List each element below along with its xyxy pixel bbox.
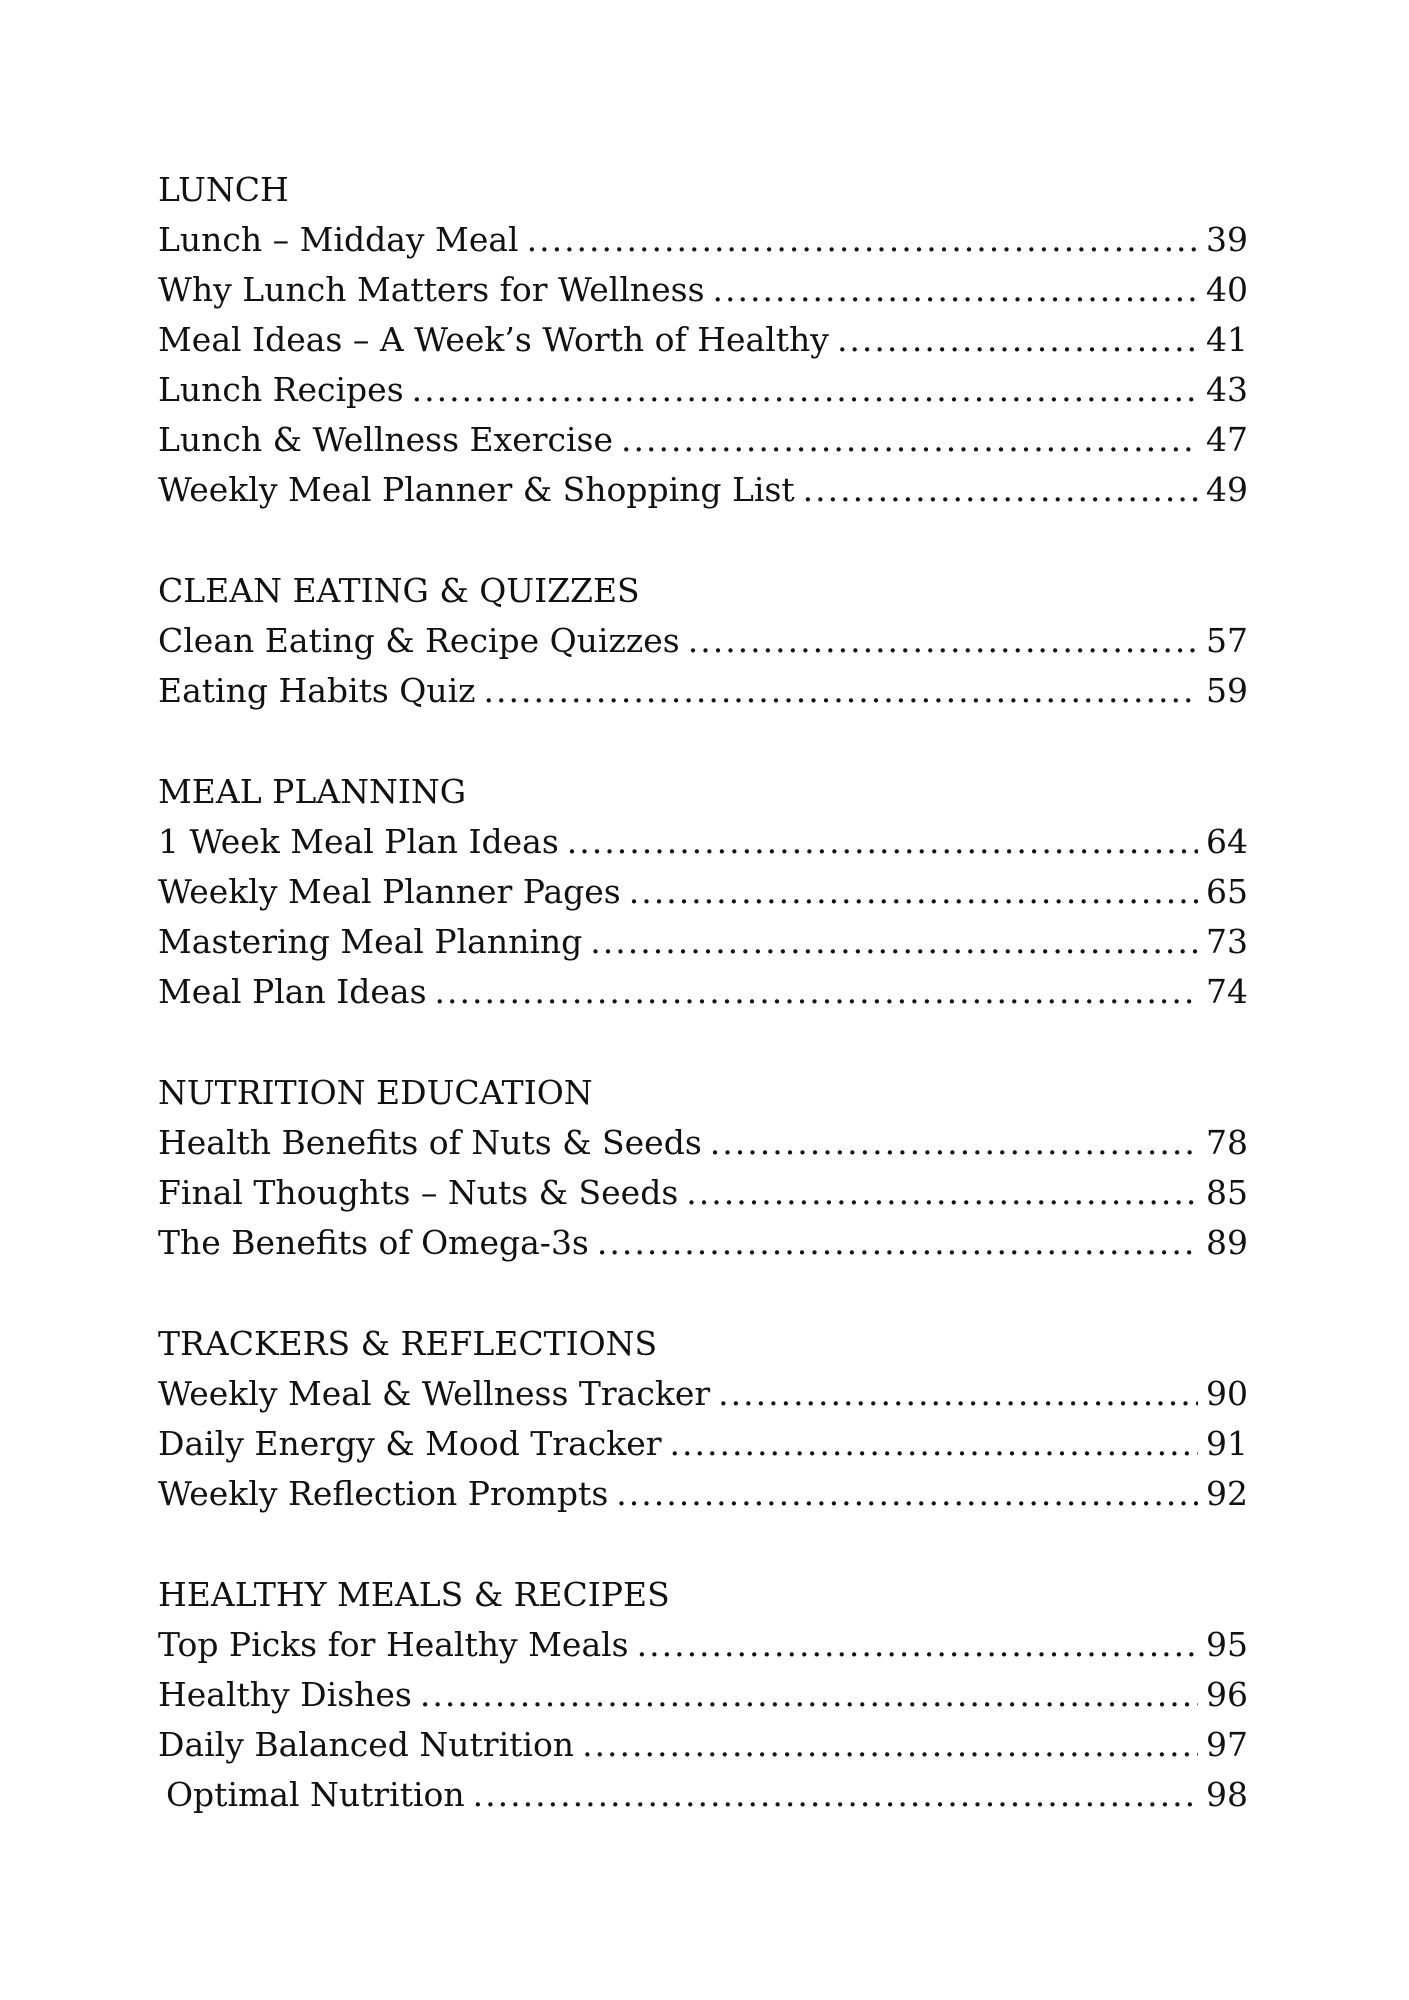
entry-page-number: 41 <box>1206 320 1248 359</box>
entry-title: Meal Plan Ideas <box>158 972 427 1011</box>
entry-title: 1 Week Meal Plan Ideas <box>158 822 559 861</box>
toc-entry[interactable] <box>158 1369 1248 1419</box>
toc-entry[interactable] <box>158 1469 1248 1519</box>
dot-leader <box>688 616 1198 666</box>
toc-entry[interactable] <box>158 666 1248 716</box>
entry-title: Daily Balanced Nutrition <box>158 1725 575 1764</box>
entry-page-number: 65 <box>1206 872 1248 911</box>
entry-page-number: 40 <box>1206 270 1248 309</box>
toc-entry[interactable] <box>158 917 1248 967</box>
entry-page-number: 73 <box>1206 922 1248 961</box>
toc-entry[interactable] <box>158 465 1248 515</box>
dot-leader <box>473 1770 1198 1820</box>
toc-entry[interactable] <box>158 315 1248 365</box>
section-heading: NUTRITION EDUCATION <box>158 1073 593 1112</box>
dot-leader <box>590 917 1198 967</box>
entry-title: Weekly Meal Planner & Shopping List <box>158 470 795 509</box>
dot-leader <box>412 365 1198 415</box>
entry-title: Healthy Dishes <box>158 1675 412 1714</box>
entry-page-number: 49 <box>1206 470 1248 509</box>
dot-leader <box>621 415 1198 465</box>
toc-entry[interactable] <box>158 1720 1248 1770</box>
entry-page-number: 64 <box>1206 822 1248 861</box>
entry-title: Eating Habits Quiz <box>158 671 476 710</box>
section-heading: LUNCH <box>158 170 289 209</box>
entry-title: Meal Ideas – A Week’s Worth of Healthy <box>158 320 829 359</box>
toc-section-healthy-meals <box>158 1570 1248 1820</box>
section-heading: TRACKERS & REFLECTIONS <box>158 1324 658 1363</box>
dot-leader <box>713 265 1198 315</box>
entry-title: Lunch & Wellness Exercise <box>158 420 614 459</box>
entry-title: Why Lunch Matters for Wellness <box>158 270 705 309</box>
toc-entry[interactable] <box>158 415 1248 465</box>
toc-entry[interactable] <box>158 1118 1248 1168</box>
dot-leader <box>710 1118 1198 1168</box>
toc-entry[interactable] <box>158 1670 1248 1720</box>
toc-section-trackers <box>158 1319 1248 1519</box>
entry-page-number: 78 <box>1206 1123 1248 1162</box>
toc-entry[interactable] <box>158 265 1248 315</box>
toc-entry[interactable] <box>158 967 1248 1017</box>
section-heading: MEAL PLANNING <box>158 772 467 811</box>
entry-page-number: 74 <box>1206 972 1248 1011</box>
entry-title: Top Picks for Healthy Meals <box>158 1625 629 1664</box>
dot-leader <box>686 1168 1198 1218</box>
entry-page-number: 39 <box>1206 220 1248 259</box>
entry-page-number: 98 <box>1206 1775 1248 1814</box>
entry-page-number: 57 <box>1206 621 1248 660</box>
entry-title: Mastering Meal Planning <box>158 922 583 961</box>
entry-page-number: 96 <box>1206 1675 1248 1714</box>
toc-entry[interactable] <box>158 817 1248 867</box>
entry-title: Lunch Recipes <box>158 370 404 409</box>
entry-title: Optimal Nutrition <box>166 1775 465 1814</box>
entry-page-number: 90 <box>1206 1374 1248 1413</box>
toc-entry[interactable] <box>158 365 1248 415</box>
entry-title: Weekly Meal & Wellness Tracker <box>158 1374 711 1413</box>
entry-page-number: 89 <box>1206 1223 1248 1262</box>
entry-page-number: 85 <box>1206 1173 1248 1212</box>
entry-page-number: 92 <box>1206 1474 1248 1513</box>
dot-leader <box>484 666 1198 716</box>
entry-title: Final Thoughts – Nuts & Seeds <box>158 1173 679 1212</box>
toc-section-clean-eating <box>158 566 1248 716</box>
dot-leader <box>527 215 1198 265</box>
dot-leader <box>616 1469 1198 1519</box>
entry-title: Clean Eating & Recipe Quizzes <box>158 621 680 660</box>
toc-entry[interactable] <box>158 1168 1248 1218</box>
dot-leader <box>718 1369 1198 1419</box>
entry-page-number: 43 <box>1206 370 1248 409</box>
toc-section-meal-planning <box>158 767 1248 1017</box>
dot-leader <box>803 465 1198 515</box>
toc-entry[interactable] <box>158 1218 1248 1268</box>
toc-entry[interactable] <box>158 1419 1248 1469</box>
entry-page-number: 97 <box>1206 1725 1248 1764</box>
entry-title: Lunch – Midday Meal <box>158 220 519 259</box>
entry-page-number: 59 <box>1206 671 1248 710</box>
toc-entry[interactable] <box>158 867 1248 917</box>
toc-entry[interactable] <box>158 616 1248 666</box>
toc-entry[interactable] <box>158 215 1248 265</box>
entry-page-number: 47 <box>1206 420 1248 459</box>
entry-title: Weekly Reflection Prompts <box>158 1474 609 1513</box>
toc-entry[interactable] <box>158 1770 1248 1820</box>
entry-title: Daily Energy & Mood Tracker <box>158 1424 662 1463</box>
toc-entry[interactable] <box>158 1620 1248 1670</box>
section-heading: CLEAN EATING & QUIZZES <box>158 571 640 610</box>
toc-section-lunch <box>158 165 1248 515</box>
dot-leader <box>670 1419 1198 1469</box>
entry-page-number: 91 <box>1206 1424 1248 1463</box>
dot-leader <box>597 1218 1198 1268</box>
section-heading: HEALTHY MEALS & RECIPES <box>158 1575 670 1614</box>
dot-leader <box>629 867 1198 917</box>
entry-title: The Benefits of Omega-3s <box>158 1223 589 1262</box>
dot-leader <box>582 1720 1198 1770</box>
dot-leader <box>435 967 1198 1017</box>
dot-leader <box>837 315 1198 365</box>
dot-leader <box>567 817 1198 867</box>
dot-leader <box>637 1620 1198 1670</box>
toc-section-nutrition-education <box>158 1068 1248 1268</box>
entry-page-number: 95 <box>1206 1625 1248 1664</box>
entry-title: Health Benefits of Nuts & Seeds <box>158 1123 702 1162</box>
entry-title: Weekly Meal Planner Pages <box>158 872 621 911</box>
dot-leader <box>420 1670 1198 1720</box>
